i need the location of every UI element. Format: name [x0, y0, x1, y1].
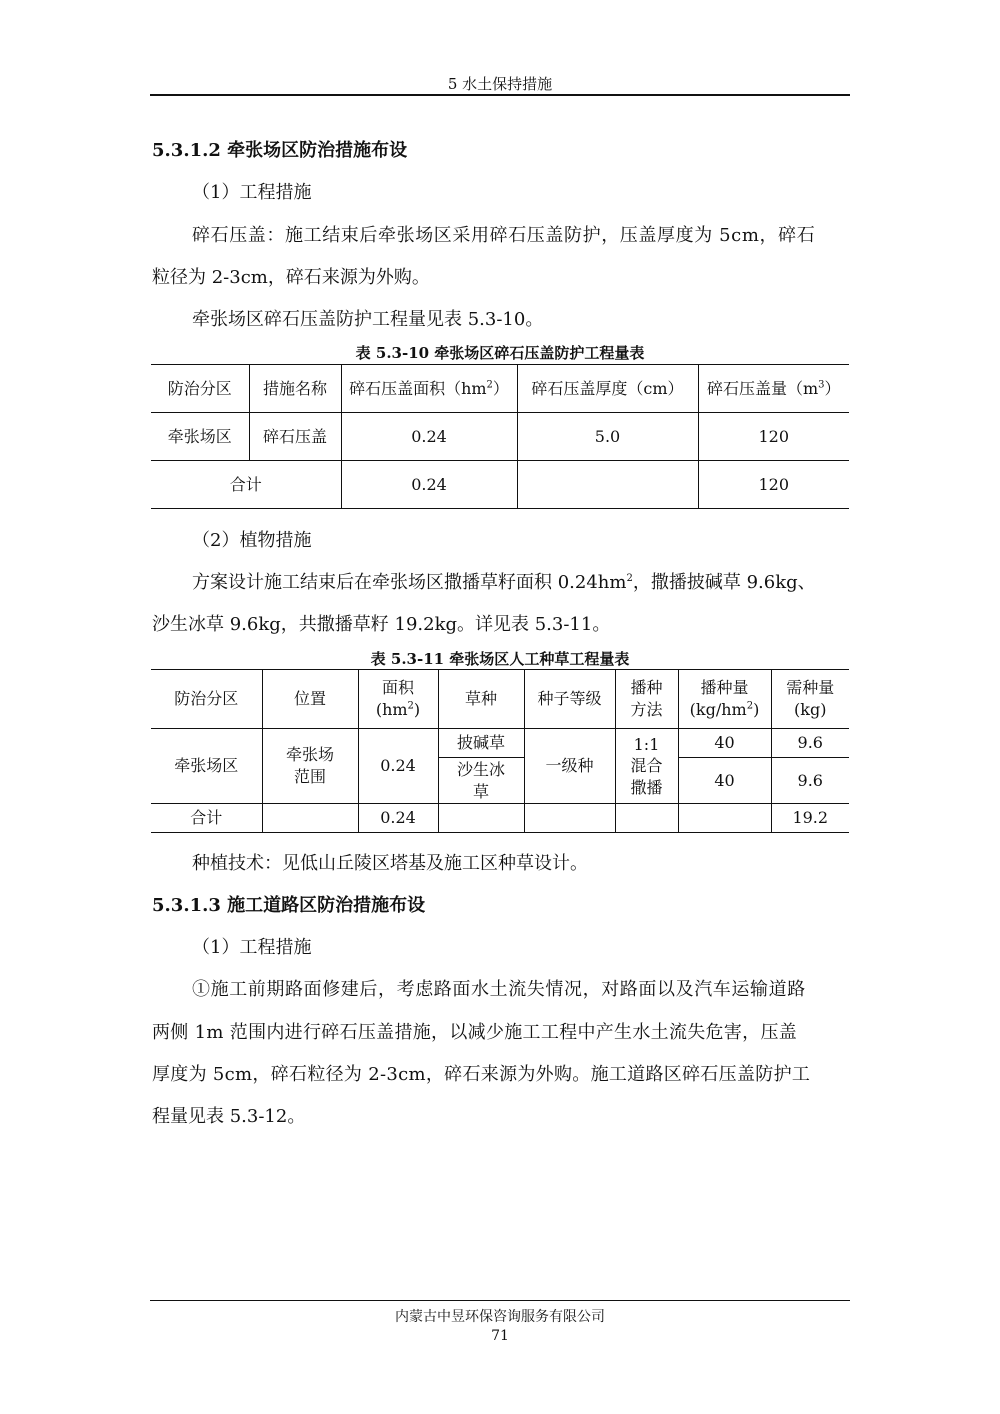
table-cell — [262, 804, 358, 833]
table-row — [151, 729, 849, 758]
section-heading-5-3-1-3: 5.3.1.3 施工道路区防治措施布设 — [152, 895, 426, 916]
table-header-cell: 防治分区 — [151, 365, 249, 413]
table-header-row — [151, 670, 849, 729]
table-gravel-cover — [151, 364, 849, 509]
paragraph-line: 厚度为 5cm，碎石粒径为 2-3cm，碎石来源为外购。施工道路区碎石压盖防护工 — [152, 1064, 811, 1085]
table-cell: 合计 — [151, 804, 262, 833]
table-cell — [517, 461, 698, 509]
table-cell: 9.6 — [771, 729, 849, 758]
table-header-cell: 措施名称 — [249, 365, 341, 413]
footer-company: 内蒙古中昱环保咨询服务有限公司 — [395, 1309, 605, 1325]
paragraph-line: 粒径为 2-3cm，碎石来源为外购。 — [152, 267, 430, 288]
table-header-cell: 碎石压盖面积$(hm^2)$ — [341, 365, 517, 413]
table-header-cell: 位置 — [262, 670, 358, 729]
table-cell — [615, 804, 678, 833]
table-row — [151, 413, 849, 461]
table-cell — [438, 804, 524, 833]
table-grass-planting — [151, 669, 849, 833]
table-cell: 牵张场 范围 — [262, 729, 358, 804]
table-cell: 40 — [678, 758, 771, 804]
table-cell: 牵张场区 — [151, 413, 249, 461]
footer-rule — [150, 1300, 850, 1301]
table-header-cell: 播种 方法 — [615, 670, 678, 729]
table-cell: 沙生冰 草 — [438, 758, 524, 804]
table-caption: 表 5.3-11 牵张场区人工种草工程量表 — [370, 650, 630, 668]
table-header-cell: 播种量 $(kg/hm^2)$ — [678, 670, 771, 729]
table-cell: 19.2 — [771, 804, 849, 833]
paragraph-line: 沙生冰草 9.6kg，共撒播草籽 19.2kg。详见表 5.3-11。 — [152, 614, 611, 635]
subheading-engineering: （1）工程措施 — [192, 182, 312, 203]
table-header-cell: 碎石压盖量$(m^3)$ — [698, 365, 849, 413]
table-header-cell: 面积 $(hm^2)$ — [358, 670, 438, 729]
table-cell: 披碱草 — [438, 729, 524, 758]
table-total-row — [151, 461, 849, 509]
paragraph-line: 方案设计施工结束后在牵张场区撒播草籽面积 $0.24hm^2$，撒播披碱草 9.6kg、 — [192, 572, 816, 593]
table-header-cell: 种子等级 — [524, 670, 615, 729]
table-header-row — [151, 365, 849, 413]
table-cell: 5.0 — [517, 413, 698, 461]
paragraph-line: 种植技术：见低山丘陵区塔基及施工区种草设计。 — [192, 853, 588, 874]
table-cell: 碎石压盖 — [249, 413, 341, 461]
table-cell: 一级种 — [524, 729, 615, 804]
table-caption: 表 5.3-10 牵张场区碎石压盖防护工程量表 — [355, 344, 645, 362]
running-header: 5 水土保持措施 — [447, 75, 553, 93]
paragraph-line: 碎石压盖：施工结束后牵张场区采用碎石压盖防护，压盖厚度为 5cm，碎石 — [192, 225, 816, 246]
table-cell: 0.24 — [358, 729, 438, 804]
table-cell: 0.24 — [341, 461, 517, 509]
paragraph-line: 牵张场区碎石压盖防护工程量见表 5.3-10。 — [192, 309, 544, 330]
paragraph-line: 两侧 1m 范围内进行碎石压盖措施，以减少施工工程中产生水土流失危害，压盖 — [152, 1022, 798, 1043]
table-cell: 120 — [698, 461, 849, 509]
paragraph-line: 程量见表 5.3-12。 — [152, 1106, 306, 1127]
table-cell: 1:1 混合 撒播 — [615, 729, 678, 804]
table-header-cell: 碎石压盖厚度（cm） — [517, 365, 698, 413]
table-header-cell: 需种量 (kg) — [771, 670, 849, 729]
subheading-engineering: （1）工程措施 — [192, 937, 312, 958]
table-header-cell: 草种 — [438, 670, 524, 729]
section-heading-5-3-1-2: 5.3.1.2 牵张场区防治措施布设 — [152, 140, 408, 161]
table-cell: 0.24 — [358, 804, 438, 833]
table-cell: 0.24 — [341, 413, 517, 461]
table-cell: 9.6 — [771, 758, 849, 804]
table-cell — [524, 804, 615, 833]
page-number: 71 — [491, 1328, 509, 1344]
table-header-cell: 防治分区 — [151, 670, 262, 729]
table-cell — [678, 804, 771, 833]
table-cell: 120 — [698, 413, 849, 461]
table-cell: 合计 — [151, 461, 341, 509]
subheading-vegetation: （2）植物措施 — [192, 530, 312, 551]
paragraph-line: ①施工前期路面修建后，考虑路面水土流失情况，对路面以及汽车运输道路 — [192, 979, 806, 1000]
header-rule — [150, 94, 850, 96]
table-total-row — [151, 804, 849, 833]
table-cell: 牵张场区 — [151, 729, 262, 804]
table-cell: 40 — [678, 729, 771, 758]
